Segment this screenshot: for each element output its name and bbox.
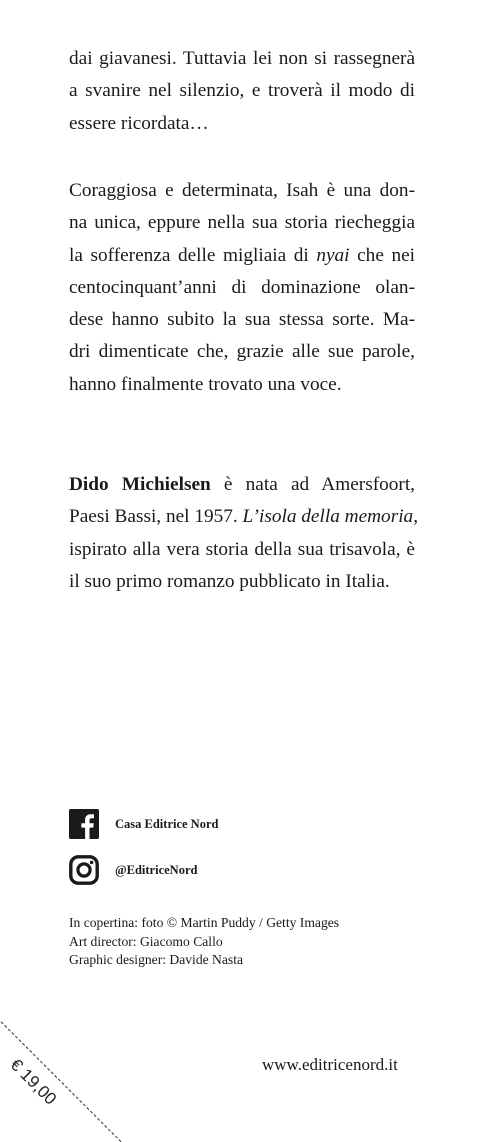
synopsis-paragraph-2	[69, 175, 415, 401]
text-line: centocinquant’anni di dominazione olan-	[69, 276, 415, 298]
facebook-label: Casa Editrice Nord	[115, 816, 219, 831]
credit-line: In copertina: foto © Martin Puddy / Getty Images	[69, 915, 340, 930]
text-line: dri dimenticate che, grazie alle sue parole,	[69, 341, 415, 363]
instagram-link[interactable]	[69, 855, 197, 885]
author-name: Dido Michielsen	[69, 474, 211, 495]
text-line: hanno finalmente trovato una voce.	[69, 373, 342, 395]
text-line: a svanire nel silenzio, e troverà il modo di	[69, 80, 415, 102]
text-line: essere ricordata…	[69, 112, 209, 134]
italic-term: nyai	[316, 244, 350, 266]
credit-line: Art director: Giacomo Callo	[69, 933, 223, 949]
text-line	[69, 240, 415, 272]
text-run: la sofferenza delle migliaia di	[69, 244, 317, 266]
text-run: ,	[413, 506, 419, 528]
credit-line: Graphic designer: Davide Nasta	[69, 952, 244, 968]
text-line: dai giavanesi. Tuttavia lei non si rassegnerà	[69, 48, 415, 69]
text-run: che nei	[349, 244, 415, 266]
instagram-label: @EditriceNord	[115, 862, 198, 877]
text-run: Paesi Bassi, nel 1957.	[69, 506, 243, 528]
author-bio	[69, 469, 419, 598]
text-line: na unica, eppure nella sua storia riecheggia	[69, 212, 415, 234]
text-line: Coraggiosa e determinata, Isah è una don-	[69, 180, 415, 201]
text-line: il suo primo romanzo pubblicato in Italia.	[69, 570, 390, 592]
text-line: ispirato alla vera storia della sua trisavola, è	[69, 538, 415, 560]
synopsis-paragraph-1	[69, 43, 415, 140]
cover-credits	[69, 914, 339, 970]
website-link[interactable]: www.editricenord.it	[262, 1055, 398, 1074]
book-title: L’isola della memoria	[242, 506, 414, 528]
text-line	[69, 501, 419, 533]
instagram-icon	[69, 855, 99, 885]
facebook-link[interactable]	[69, 809, 218, 839]
text-line: dese hanno subito la sua stessa sorte. Ma-	[69, 309, 415, 331]
text-run: è nata ad Amersfoort,	[210, 474, 416, 495]
text-line	[69, 469, 415, 501]
price-label: € 19,00	[6, 1055, 61, 1109]
facebook-icon	[69, 809, 99, 839]
